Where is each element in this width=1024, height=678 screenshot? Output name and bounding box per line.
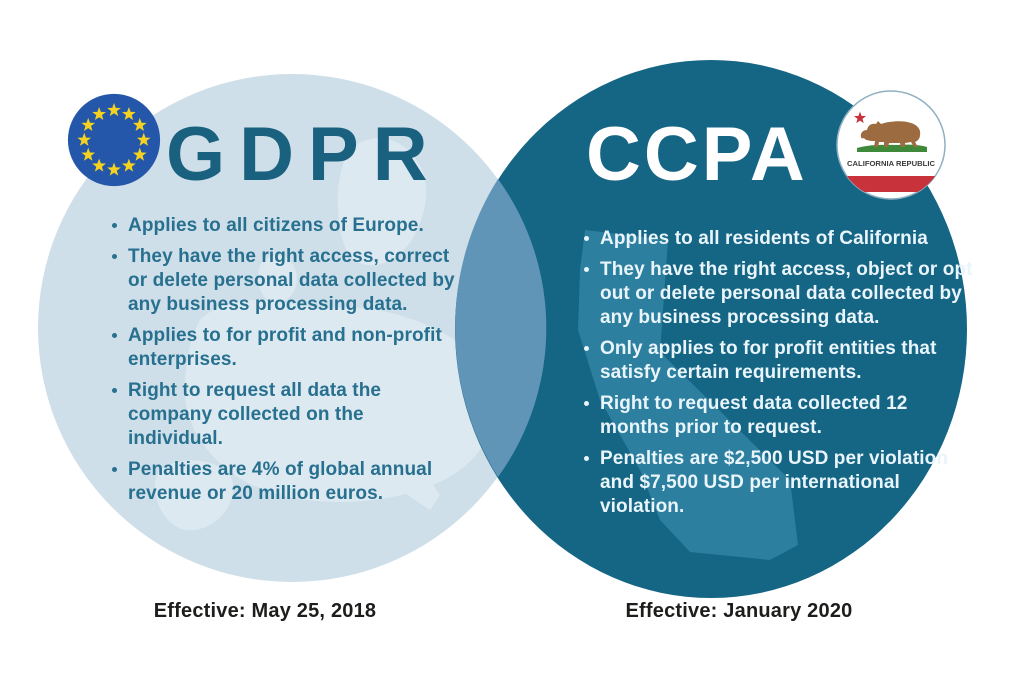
gdpr-title: GDPR (166, 112, 442, 197)
list-item: They have the right access, object or opt out or delete personal data collected by any business processing data. (583, 258, 975, 330)
list-item: They have the right access, correct or delete personal data collected by any business processing data. (111, 245, 458, 317)
gdpr-bullet-list (111, 214, 458, 513)
ccpa-effective-date: Effective: January 2020 (625, 600, 853, 622)
ca-flag-caption: CALIFORNIA REPUBLIC (847, 161, 935, 168)
eu-flag-icon (66, 92, 162, 188)
list-item: Applies to all residents of California (583, 227, 975, 251)
gdpr-effective-date: Effective: May 25, 2018 (153, 600, 377, 622)
ccpa-bullet-list (583, 227, 975, 526)
list-item: Right to request data collected 12 months prior to request. (583, 392, 975, 440)
california-republic-flag-icon (834, 88, 948, 202)
list-item: Applies to all citizens of Europe. (111, 214, 458, 238)
list-item: Penalties are $2,500 USD per violation and $7,500 USD per international violation. (583, 447, 975, 519)
list-item: Right to request all data the company collected on the individual. (111, 379, 458, 451)
list-item: Penalties are 4% of global annual revenue or 20 million euros. (111, 458, 458, 506)
list-item: Applies to for profit and non-profit enterprises. (111, 324, 458, 372)
list-item: Only applies to for profit entities that satisfy certain requirements. (583, 337, 975, 385)
ccpa-title: CCPA (586, 112, 808, 197)
